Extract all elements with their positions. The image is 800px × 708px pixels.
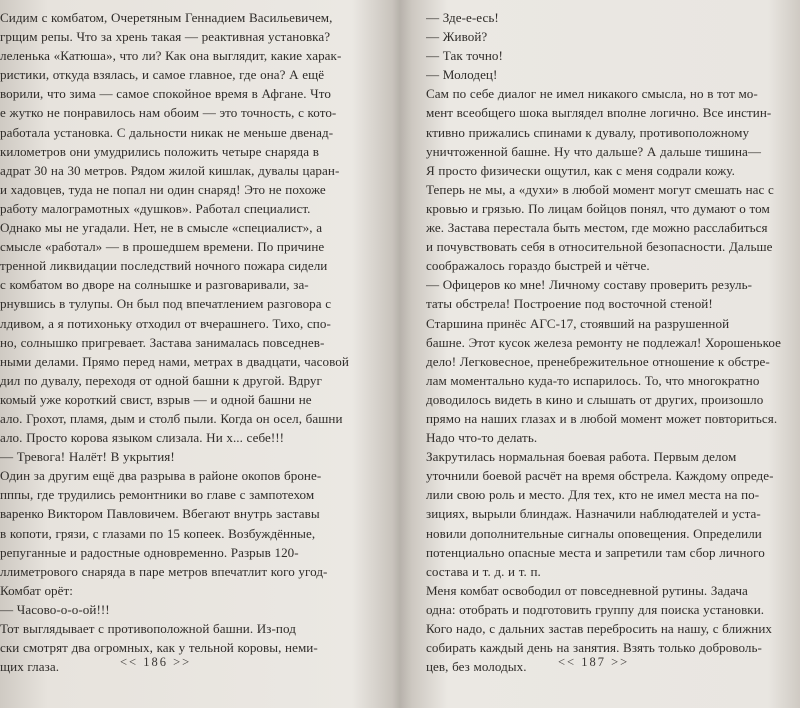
text-line: — Так точно! <box>426 48 503 64</box>
text-line: ристики, откуда взялась, и самое главное, где она? А ещё <box>0 67 325 83</box>
text-line: работала установка. С дальности никак не меньше двенад- <box>0 124 334 140</box>
text-line: прямо на наших глазах и в любой момент может повториться. <box>426 410 778 426</box>
text-line: репуганные и радостные одновременно. Разрыв 120- <box>0 544 299 560</box>
text-line: одна: отобрать и подготовить группу для поиска установки. <box>426 601 765 617</box>
text-line: работу малограмотных «душков». Работал специалист. <box>0 200 311 216</box>
text-line: комый уже короткий свист, взрыв — и одной башни не <box>0 391 312 407</box>
text-line: же. Застава перестала быть местом, где можно расслабиться <box>426 220 768 236</box>
text-line: Я просто физически ощутил, как с меня содрали кожу. <box>426 162 735 178</box>
right-page-text <box>426 8 784 676</box>
text-line: — Часово-о-о-ой!!! <box>0 601 110 617</box>
text-line: Один за другим ещё два разрыва в районе окопов броне- <box>0 468 322 484</box>
text-line: лдивом, а я потихоньку отходил от вчерашнего. Тихо, спо- <box>0 315 331 331</box>
left-page-text <box>0 8 352 676</box>
text-line: — Тревога! Налёт! В укрытия! <box>0 449 175 465</box>
text-line: уничтоженной башне. Ну что дальше? А дальше тишина— <box>426 143 762 159</box>
text-line: новили дополнительные сигналы оповещения. Определили <box>426 525 762 541</box>
text-line: потенциально опасные места и запретили там сбор личного <box>426 544 765 560</box>
text-line: состава и т. д. и т. п. <box>426 563 541 579</box>
text-line: Надо что-то делать. <box>426 430 538 446</box>
text-line: — Зде-е-есь! <box>426 10 499 25</box>
text-line: леленька «Катюша», что ли? Как она выглядит, какие харак- <box>0 48 342 64</box>
text-line: но, солнышко пригревает. Застава занималась повседнев- <box>0 334 325 350</box>
text-line: щих глаза. <box>0 659 60 675</box>
text-line: доводилось видеть в кино и слышать от других, произошло <box>426 391 764 407</box>
text-line: и хадовцев, туда не попал ни один снаряд! Это не похоже <box>0 181 326 197</box>
text-line: башне. Этот кусок железа ремонту не подлежал! Хорошенькое <box>426 334 781 350</box>
text-line: варенко Виктором Павловичем. Вбегают внутрь заставы <box>0 506 320 522</box>
text-line: ски смотрят два огромных, как у тельной коровы, неми- <box>0 640 318 656</box>
text-line: ворили, что зима — самое спокойное время в Афгане. Что <box>0 86 331 102</box>
text-line: ало. Грохот, пламя, дым и столб пыли. Когда он осел, башни <box>0 410 343 426</box>
text-line: смысле «работал» — в прошедшем времени. По причине <box>0 239 325 255</box>
left-page <box>0 0 394 708</box>
text-line: уточнили боевой расчёт на время обстрела. Каждому опреде- <box>426 468 774 484</box>
text-line: Меня комбат освободил от повседневной рутины. Задача <box>426 582 748 598</box>
text-line: Теперь не мы, а «духи» в любой момент могут смешать нас с <box>426 181 774 197</box>
right-page <box>412 0 800 708</box>
text-line: с комбатом во дворе на солнышке и разговаривали, за- <box>0 277 309 293</box>
left-page-number: << 186 >> <box>120 655 192 669</box>
text-line: рнувшись в тулупы. Он был под впечатлением разговора с <box>0 296 332 312</box>
text-line: цев, без молодых. <box>426 659 527 675</box>
text-line: Сам по себе диалог не имел никакого смысла, но в тот мо- <box>426 86 758 102</box>
text-line: Тот выглядывает с противоположной башни. Из-под <box>0 621 296 636</box>
text-line: кровью и грязью. По лицам бойцов понял, что думают о том <box>426 200 770 216</box>
text-line: дело! Легковесное, пренебрежительное отношение к обстре- <box>426 353 770 369</box>
text-line: зициях, вырыли блиндаж. Назначили наблюдателей и уста- <box>426 506 761 522</box>
text-line: ало. Просто корова языком слизала. Ни х... себе!!! <box>0 430 285 446</box>
text-line: Комбат орёт: <box>0 582 73 598</box>
text-line: ными делами. Прямо перед нами, метрах в двадцати, часовой <box>0 353 349 369</box>
text-line: соображалось гораздо быстрей и чётче. <box>426 258 650 274</box>
text-line: тренной ликвидации последствий ночного пожара сидели <box>0 258 328 274</box>
text-line: лили свою роль и место. Для тех, кто не имел места на по- <box>426 487 760 503</box>
text-line: Закрутилась нормальная боевая работа. Первым делом <box>426 449 737 465</box>
text-line: дил по дувалу, переходя от одной башни к другой. Вдруг <box>0 372 322 388</box>
text-line: адрат 30 на 30 метров. Рядом жилой кишлак, дувалы царан- <box>0 162 340 178</box>
text-line: е жутко не понравилось нам обоим — это точность, с кото- <box>0 105 337 121</box>
text-line: и почувствовать себя в относительной безопасности. Дальше <box>426 239 773 255</box>
text-line: — Живой? <box>426 29 488 45</box>
text-line: Кого надо, с дальних застав перебросить на нашу, с ближних <box>426 621 773 636</box>
text-line: — Молодец! <box>426 67 498 83</box>
text-line: мент всеобщего шока выглядел вполне логично. Все инстин- <box>426 105 772 121</box>
right-page-number: << 187 >> <box>558 655 630 669</box>
text-line: Старшина принёс АГС-17, стоявший на разрушенной <box>426 315 730 331</box>
text-line: ллиметрового снаряда в паре метров впечатлит кого угод- <box>0 563 328 579</box>
text-line: ктивно прижались спинами к дувалу, противоположному <box>426 124 750 140</box>
text-line: таты обстрела! Построение под восточной стеной! <box>426 296 713 312</box>
text-line: пппы, где трудились ремонтники во главе с зампотехом <box>0 487 315 503</box>
text-line: в копоти, грязи, с глазами по 15 копеек. Возбуждённые, <box>0 525 316 541</box>
text-line: Сидим с комбатом, Очеретяным Геннадием Васильевичем, <box>0 10 333 25</box>
text-line: грщим репы. Что за хрень такая — реактивная установка? <box>0 29 331 45</box>
text-line: собирать каждый день на занятия. Взять только доброволь- <box>426 640 762 656</box>
text-line: Однако мы не угадали. Нет, не в смысле «специалист», а <box>0 220 323 236</box>
text-line: — Офицеров ко мне! Личному составу проверить резуль- <box>426 277 753 293</box>
text-line: лам моментально куда-то испарилось. То, что многократно <box>426 372 760 388</box>
text-line: километров они умудрились положить четыре снаряда в <box>0 143 319 159</box>
